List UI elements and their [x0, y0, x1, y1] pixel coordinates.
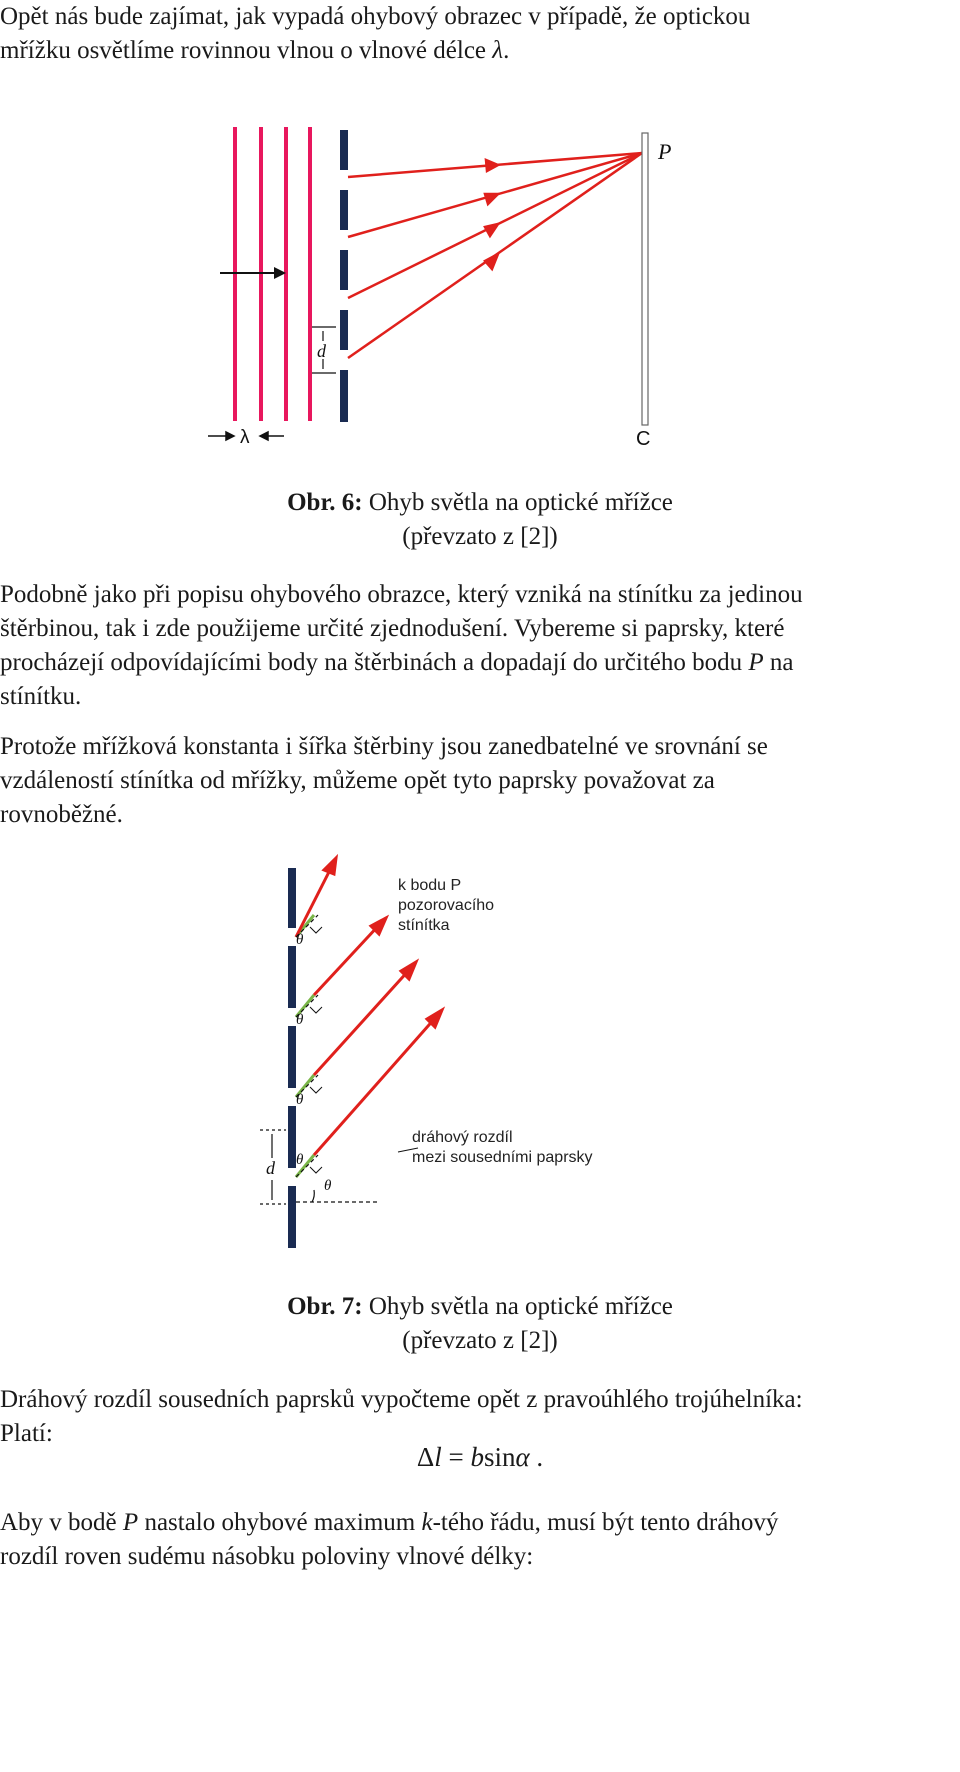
- label-k-bodu-P: k bodu P: [398, 877, 462, 894]
- paragraph-3-line-2: vzdáleností stínítka od mřížky, můžeme opět tyto paprsky považovat za: [0, 767, 715, 794]
- figure-6-title: Ohyb světla na optické mřížce: [362, 489, 673, 516]
- figure-6-source: (převzato z [2]): [402, 523, 558, 550]
- figure-7-title: Ohyb světla na optické mřížce: [362, 1293, 673, 1320]
- label-d: d: [317, 341, 326, 361]
- intro-line-2: mřížku osvětlíme rovinnou vlnou o vlnové délce: [0, 37, 493, 64]
- paragraph-5-P: P: [122, 1509, 139, 1536]
- figure-7-number: Obr. 7:: [287, 1293, 363, 1320]
- paragraph-5-text-b: nastalo ohybové maximum: [138, 1509, 422, 1536]
- label-P: P: [658, 139, 672, 164]
- formula-delta: Δ: [416, 1442, 435, 1472]
- grating-7: [288, 868, 296, 1248]
- figure-6-caption: [0, 486, 960, 554]
- label-C: C: [636, 428, 651, 450]
- path-difference-formula: [0, 1442, 960, 1473]
- label-mezi-sousednimi: mezi sousedními paprsky: [412, 1149, 593, 1166]
- perpendicular-dashes: [296, 915, 380, 1202]
- label-lambda: λ: [240, 427, 250, 448]
- paragraph-5-k: k: [421, 1509, 433, 1536]
- figure-6-number: Obr. 6:: [287, 489, 363, 516]
- paragraph-3: [0, 730, 960, 832]
- formula-alpha: α: [515, 1442, 530, 1472]
- figure-7-path-difference-diagram: [250, 852, 622, 1260]
- paragraph-2-line-1: Podobně jako při popisu ohybového obrazce, který vzniká na stínítku za jedinou: [0, 581, 803, 608]
- paragraph-5-text-a: Aby v bodě: [0, 1509, 123, 1536]
- path-difference-segments: [296, 915, 314, 1177]
- label-pozorovaciho: pozorovacího: [398, 897, 495, 914]
- paragraph-2-line-2: štěrbinou, tak i zde použijeme určité zjednodušení. Vybereme si paprsky, které: [0, 615, 785, 642]
- label-drahovy-rozdil: dráhový rozdíl: [412, 1129, 513, 1146]
- formula-sin: sin: [483, 1442, 516, 1472]
- paragraph-2: [0, 578, 960, 714]
- paragraph-5-text-c: -tého řádu, musí být tento dráhový: [432, 1509, 779, 1536]
- incident-arrow: [220, 267, 286, 279]
- intro-line-1: Opět nás bude zajímat, jak vypadá ohybový obrazec v případě, že optickou: [0, 3, 751, 30]
- paragraph-2-line-3-end: na: [763, 649, 794, 676]
- formula-b: b: [470, 1442, 484, 1472]
- screen: [642, 133, 648, 425]
- rays-to-P: [348, 153, 642, 358]
- paragraph-4-line-2: Platí:: [0, 1420, 53, 1447]
- paragraph-4: [0, 1383, 960, 1451]
- theta-label-4: θ: [296, 1152, 304, 1168]
- formula-equals: =: [441, 1442, 471, 1472]
- paragraph-5-line-2: rozdíl roven sudému násobku poloviny vlnové délky:: [0, 1543, 534, 1570]
- formula-l: l: [434, 1442, 442, 1472]
- intro-paragraph: [0, 0, 960, 68]
- theta-label-2: θ: [296, 1012, 304, 1028]
- theta-label-5: θ: [324, 1178, 332, 1194]
- paragraph-4-line-1: Dráhový rozdíl sousedních paprsků vypočteme opět z pravoúhlého trojúhelníka:: [0, 1386, 803, 1413]
- paragraph-2-line-4: stínítku.: [0, 683, 82, 710]
- grating: [340, 130, 348, 422]
- theta-arc: [312, 1190, 314, 1202]
- theta-label-3: θ: [296, 1092, 304, 1108]
- figure-6-grating-diagram: [180, 115, 740, 460]
- point-P: P: [748, 649, 764, 676]
- figure-7-caption: [0, 1290, 960, 1358]
- label-d-7: d: [266, 1158, 275, 1178]
- paragraph-3-line-3: rovnoběžné.: [0, 801, 123, 828]
- formula-end: .: [529, 1442, 544, 1472]
- right-angle-marks: [310, 927, 322, 1173]
- lambda-symbol: λ: [492, 37, 504, 64]
- label-stinitka: stínítka: [398, 917, 450, 934]
- paragraph-5: [0, 1506, 960, 1574]
- paragraph-2-line-3: procházejí odpovídajícími body na štěrbinách a dopadají do určitého bodu: [0, 649, 749, 676]
- paragraph-3-line-1: Protože mřížková konstanta i šířka štěrbiny jsou zanedbatelné ve srovnání se: [0, 733, 768, 760]
- theta-label-1: θ: [296, 932, 304, 948]
- intro-line-2-end: .: [503, 37, 510, 64]
- figure-7-source: (převzato z [2]): [402, 1327, 558, 1354]
